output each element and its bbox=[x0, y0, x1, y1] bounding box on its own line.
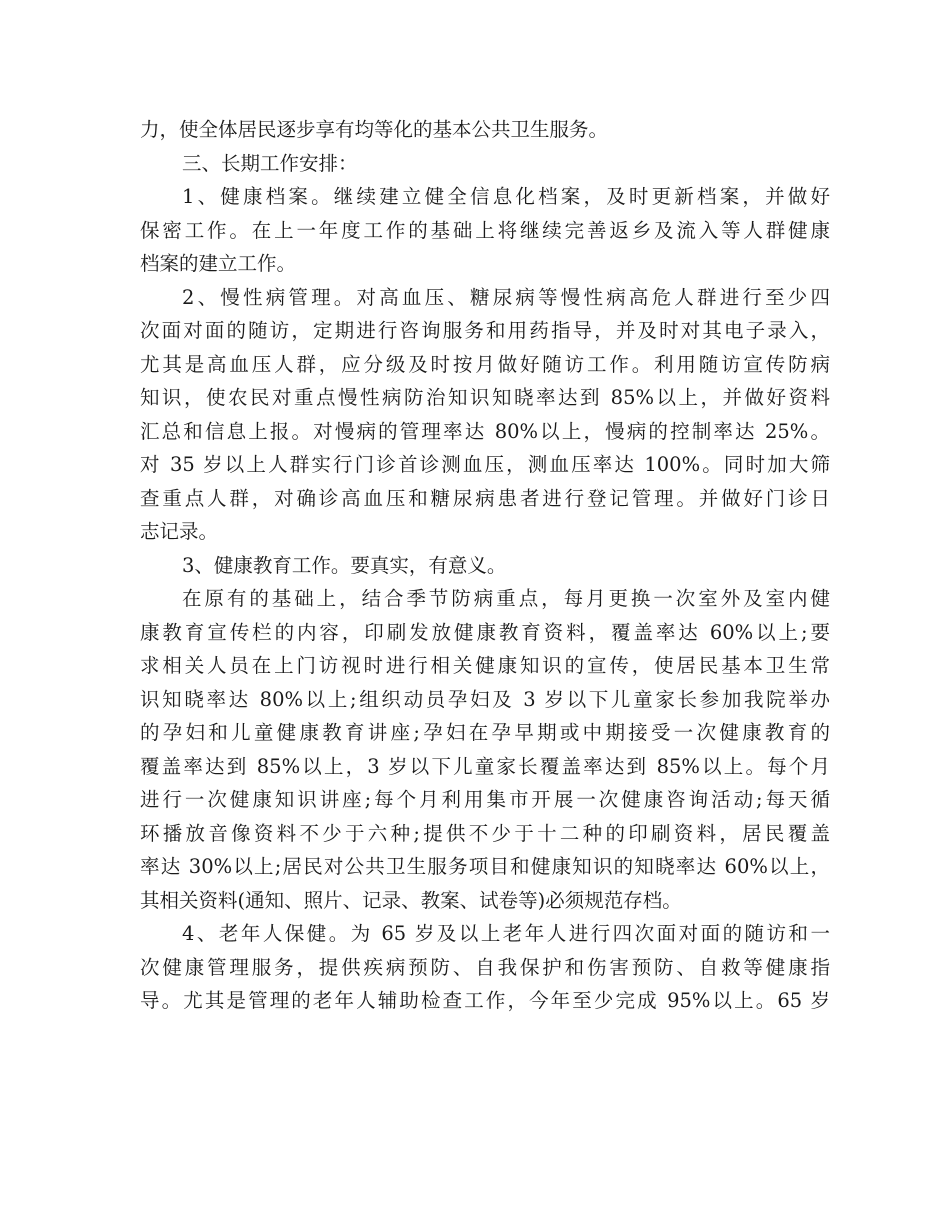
text-line: 对 35 岁以上人群实行门诊首诊测血压，测血压率达 100%。同时加大筛 bbox=[140, 453, 830, 476]
text-line: 2、慢性病管理。对高血压、糖尿病等慢性病高危人群进行至少四 bbox=[182, 285, 830, 309]
text-line: 次面对面的随访，定期进行咨询服务和用药指导，并及时对其电子录入， bbox=[140, 319, 830, 342]
text-line: 汇总和信息上报。对慢病的管理率达 80%以上，慢病的控制率达 25%。 bbox=[140, 419, 830, 443]
text-line: 4、老年人保健。为 65 岁及以上老年人进行四次面对面的随访和一 bbox=[182, 922, 830, 945]
text-line: 进行一次健康知识讲座;每个月利用集市开展一次健康咨询活动;每天循 bbox=[140, 788, 830, 811]
text-line: 求相关人员在上门访视时进行相关健康知识的宣传，使居民基本卫生常 bbox=[140, 654, 830, 677]
text-line: 1、健康档案。继续建立健全信息化档案，及时更新档案，并做好 bbox=[182, 185, 830, 208]
text-line: 率达 30%以上;居民对公共卫生服务项目和健康知识的知晓率达 60%以上， bbox=[140, 855, 830, 878]
text-line: 知识，使农民对重点慢性病防治知识知晓率达到 85%以上，并做好资料 bbox=[140, 386, 830, 409]
text-line: 次健康管理服务，提供疾病预防、自我保护和伤害预防、自救等健康指 bbox=[140, 955, 830, 979]
document-body bbox=[140, 113, 830, 1018]
text-line: 保密工作。在上一年度工作的基础上将继续完善返乡及流入等人群健康 bbox=[140, 218, 830, 242]
text-line: 志记录。 bbox=[140, 520, 219, 543]
text-line: 识知晓率达 80%以上;组织动员孕妇及 3 岁以下儿童家长参加我院举办 bbox=[140, 687, 830, 711]
text-line: 覆盖率达到 85%以上，3 岁以下儿童家长覆盖率达到 85%以上。每个月 bbox=[140, 754, 830, 778]
text-line: 三、长期工作安排： bbox=[182, 151, 358, 175]
text-line: 力，使全体居民逐步享有均等化的基本公共卫生服务。 bbox=[140, 118, 609, 141]
text-line: 导。尤其是管理的老年人辅助检查工作，今年至少完成 95%以上。65 岁 bbox=[140, 989, 830, 1012]
text-line: 康教育宣传栏的内容，印刷发放健康教育资料，覆盖率达 60%以上;要 bbox=[140, 620, 830, 644]
text-line: 3、健康教育工作。要真实，有意义。 bbox=[182, 553, 507, 577]
text-line: 查重点人群，对确诊高血压和糖尿病患者进行登记管理。并做好门诊日 bbox=[140, 486, 830, 510]
text-line: 环播放音像资料不少于六种;提供不少于十二种的印刷资料，居民覆盖 bbox=[140, 821, 830, 845]
text-line: 尤其是高血压人群，应分级及时按月做好随访工作。利用随访宣传防病 bbox=[140, 352, 830, 376]
text-line: 的孕妇和儿童健康教育讲座;孕妇在孕早期或中期接受一次健康教育的 bbox=[140, 721, 830, 744]
text-line: 档案的建立工作。 bbox=[140, 252, 297, 275]
text-line: 在原有的基础上，结合季节防病重点，每月更换一次室外及室内健 bbox=[182, 587, 830, 610]
text-line: 其相关资料(通知、照片、记录、教案、试卷等)必须规范存档。 bbox=[140, 888, 682, 912]
